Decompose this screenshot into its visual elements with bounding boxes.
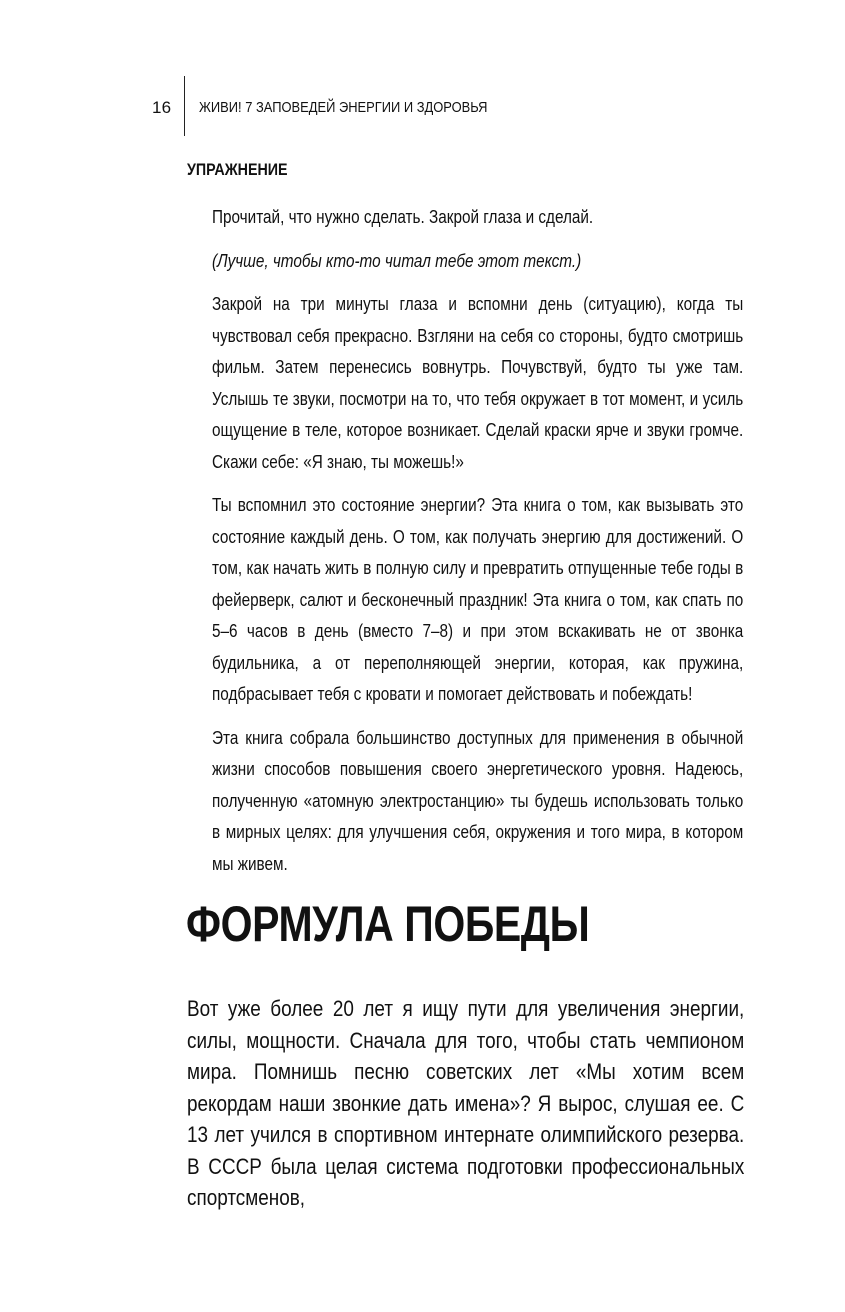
exercise-instruction: Прочитай, что нужно сделать. Закрой глаза и сделай.	[212, 207, 594, 227]
exercise-note: (Лучше, чтобы кто-то читал тебе этот текст.)	[212, 250, 582, 271]
exercise-paragraph: Эта книга собрала большинство доступных для применения в обычной жизни способов повышения своего энергетического уровня. Надеюсь, полученную «атомную электростанцию» ты будешь использовать только в мирных целях: для улучшения себя, окружения и того мира, в котором мы живем.	[212, 727, 744, 874]
exercise-paragraph: Закрой на три минуты глаза и вспомни день (ситуацию), когда ты чувствовал себя прекрасно. Взгляни на себя со стороны, будто смотришь фильм. Затем перенесись вовнутрь. Почувствуй, будто ты уже там. Услышь те звуки, посмотри на то, что тебя окружает в тот момент, и усиль ощущение в теле, которое возникает. Сделай краски ярче и звуки громче. Скажи себе: «Я знаю, ты можешь!»	[212, 294, 744, 472]
exercise-title: УПРАЖНЕНИЕ	[187, 160, 288, 179]
page-number: 16	[152, 98, 172, 117]
running-title: ЖИВИ! 7 ЗАПОВЕДЕЙ ЭНЕРГИИ И ЗДОРОВЬЯ	[199, 99, 488, 116]
body-paragraph: Вот уже более 20 лет я ищу пути для увеличения энергии, силы, мощности. Сначала для того, чтобы стать чемпионом мира. Помнишь песню советских лет «Мы хотим всем рекордам наши звонкие дать имена»? Я вырос, слушая ее. С 13 лет учился в спортивном интернате олимпийского резерва. В СССР была целая система подготовки профессиональных спортсменов,	[187, 996, 745, 1210]
section-heading: ФОРМУЛА ПОБЕДЫ	[186, 896, 590, 952]
header-divider	[184, 76, 185, 136]
exercise-body	[212, 202, 743, 892]
exercise-paragraph: Ты вспомнил это состояние энергии? Эта книга о том, как вызывать это состояние каждый день. О том, как получать энергию для достижений. О том, как начать жить в полную силу и превратить отпущенные тебе годы в фейерверк, салют и бесконечный праздник! Эта книга о том, как спать по 5–6 часов в день (вместо 7–8) и при этом вскакивать не от звонка будильника, а от переполняющей энергии, которая, как пружина, подбрасывает тебя с кровати и помогает действовать и побеждать!	[212, 495, 744, 704]
